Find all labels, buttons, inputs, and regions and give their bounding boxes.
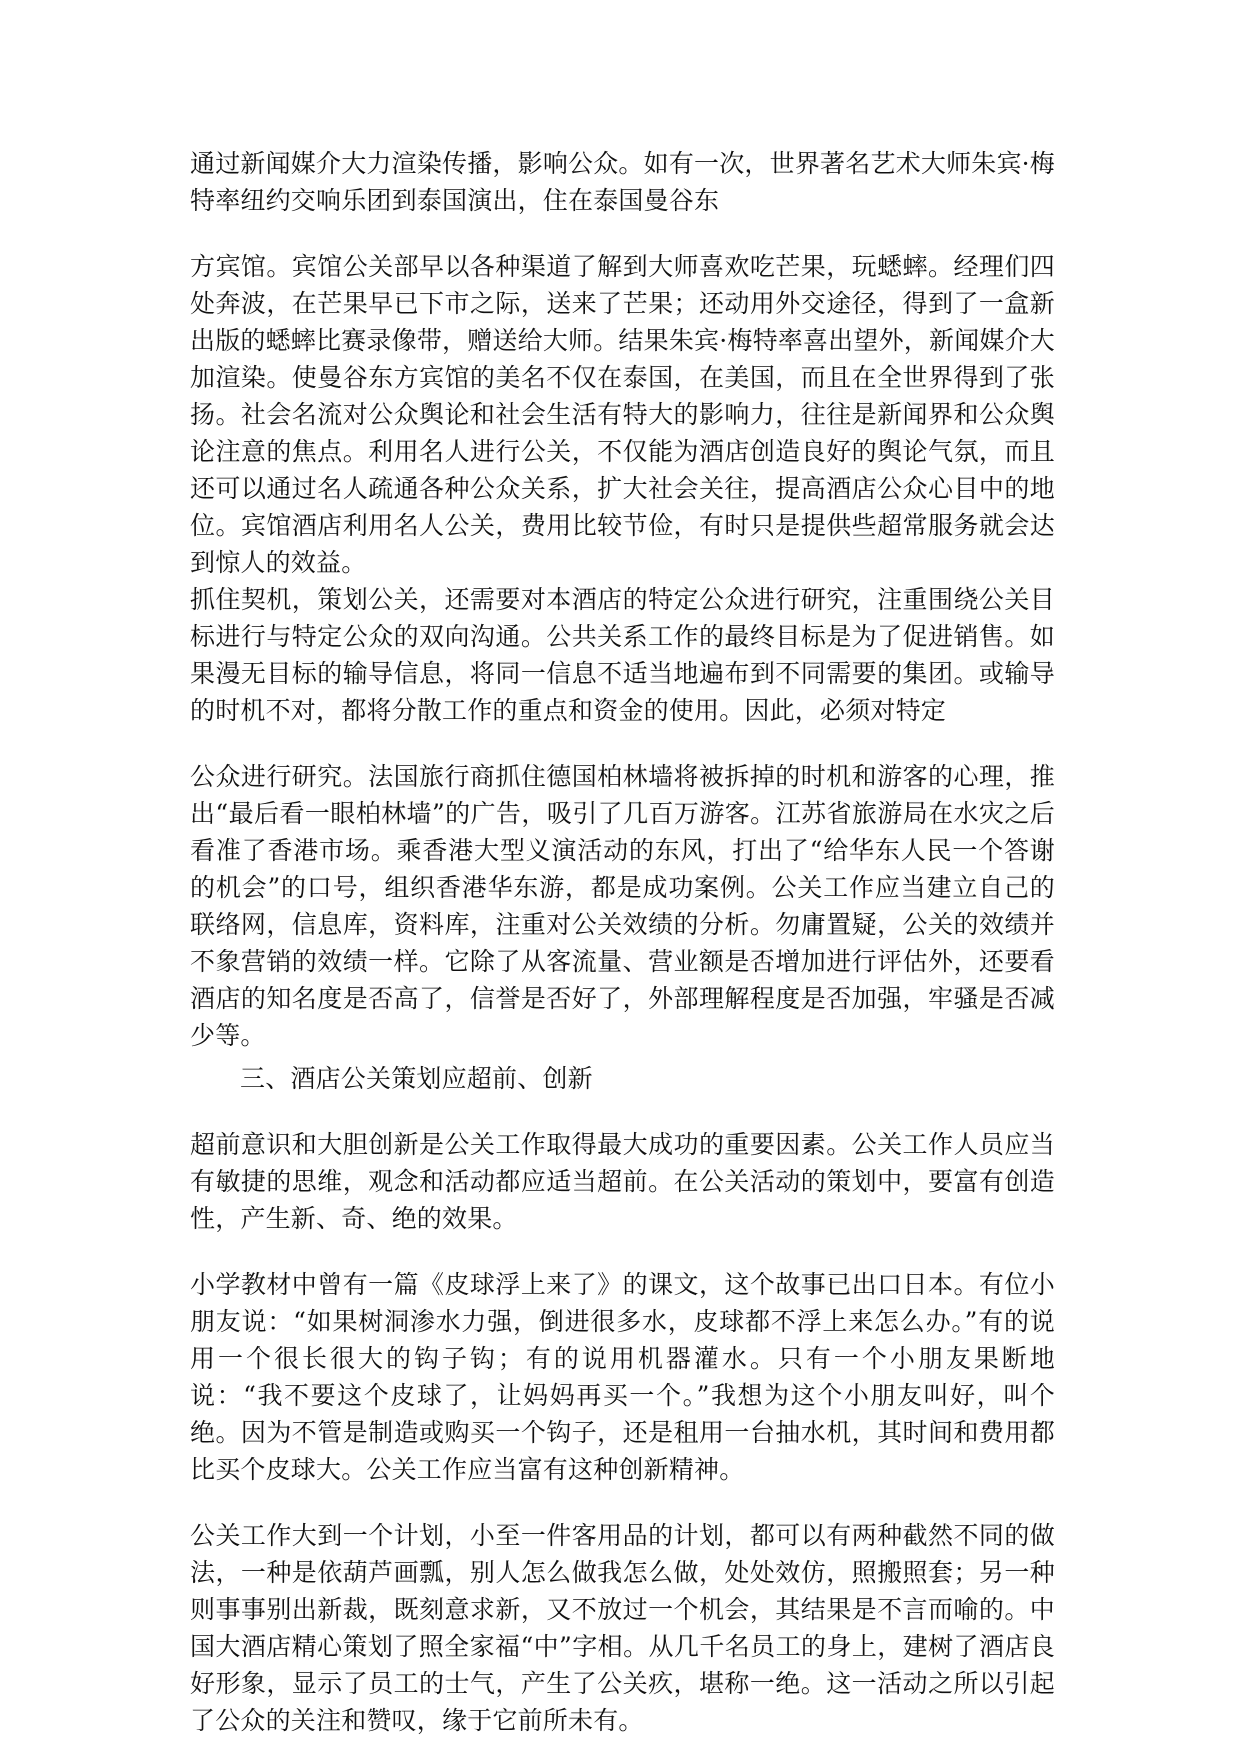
paragraph-2: 方宾馆。宾馆公关部早以各种渠道了解到大师喜欢吃芒果，玩蟋蟀。经理们四处奔波，在芒果早已下市之际，送来了芒果；还动用外交途径，得到了一盒新出版的蟋蟀比赛录像带，赠送给大师。结果朱宾·梅特率喜出望外，新闻媒介大加渲染。使曼谷东方宾馆的美名不仅在泰国，在美国，而且在全世界得到了张扬。社会名流对公众舆论和社会生活有特大的影响力，往往是新闻界和公众舆论注意的焦点。利用名人进行公关，不仅能为酒店创造良好的舆论气氛，而且还可以通过名人疏通各种公众关系，扩大社会关往，提高酒店公众心目中的地位。宾馆酒店利用名人公关，费用比较节俭，有时只是提供些超常服务就会达到惊人的效益。 <box>190 252 1055 577</box>
paragraph-1: 通过新闻媒介大力渲染传播，影响公众。如有一次，世界著名艺术大师朱宾·梅特率纽约交响乐团到泰国演出，住在泰国曼谷东 <box>190 149 1055 215</box>
paragraph-6: 小学教材中曾有一篇《皮球浮上来了》的课文，这个故事已出口日本。有位小朋友说：“如果树洞渗水力强，倒进很多水，皮球都不浮上来怎么办。”有的说用一个很长很大的钩子钩；有的说用机器灌水。只有一个小朋友果断地说：“我不要这个皮球了，让妈妈再买一个。”我想为这个小朋友叫好，叫个绝。因为不管是制造或购买一个钩子，还是租用一台抽水机，其时间和费用都比买个皮球大。公关工作应当富有这种创新精神。 <box>190 1270 1055 1484</box>
section-heading: 三、酒店公关策划应超前、创新 <box>240 1064 593 1093</box>
paragraph-5: 超前意识和大胆创新是公关工作取得最大成功的重要因素。公关工作人员应当有敏捷的思维，观念和活动都应适当超前。在公关活动的策划中，要富有创造性，产生新、奇、绝的效果。 <box>190 1130 1055 1233</box>
document-body <box>190 145 1055 1739</box>
paragraph-7: 公关工作大到一个计划，小至一件客用品的计划，都可以有两种截然不同的做法，一种是依葫芦画瓢，别人怎么做我怎么做，处处效仿，照搬照套；另一种则事事别出新裁，既刻意求新，又不放过一个机会，其结果是不言而喻的。中国大酒店精心策划了照全家福“中”字相。从几千名员工的身上，建树了酒店良好形象，显示了员工的士气，产生了公关疚，堪称一绝。这一活动之所以引起了公众的关注和赞叹，缘于它前所未有。 <box>190 1521 1055 1735</box>
paragraph-3: 抓住契机，策划公关，还需要对本酒店的特定公众进行研究，注重围绕公关目标进行与特定公众的双向沟通。公共关系工作的最终目标是为了促进销售。如果漫无目标的输导信息，将同一信息不适当地遍布到不同需要的集团。或输导的时机不对，都将分散工作的重点和资金的使用。因此，必须对特定 <box>190 585 1055 725</box>
paragraph-4: 公众进行研究。法国旅行商抓住德国柏林墙将被拆掉的时机和游客的心理，推出“最后看一眼柏林墙”的广告，吸引了几百万游客。江苏省旅游局在水灾之后看准了香港市场。乘香港大型义演活动的东风，打出了“给华东人民一个答谢的机会”的口号，组织香港华东游，都是成功案例。公关工作应当建立自己的联络网，信息库，资料库，注重对公关效绩的分析。勿庸置疑，公关的效绩并不象营销的效绩一样。它除了从客流量、营业额是否增加进行评估外，还要看酒店的知名度是否高了，信誉是否好了，外部理解程度是否加强，牢骚是否减少等。 <box>190 762 1055 1050</box>
